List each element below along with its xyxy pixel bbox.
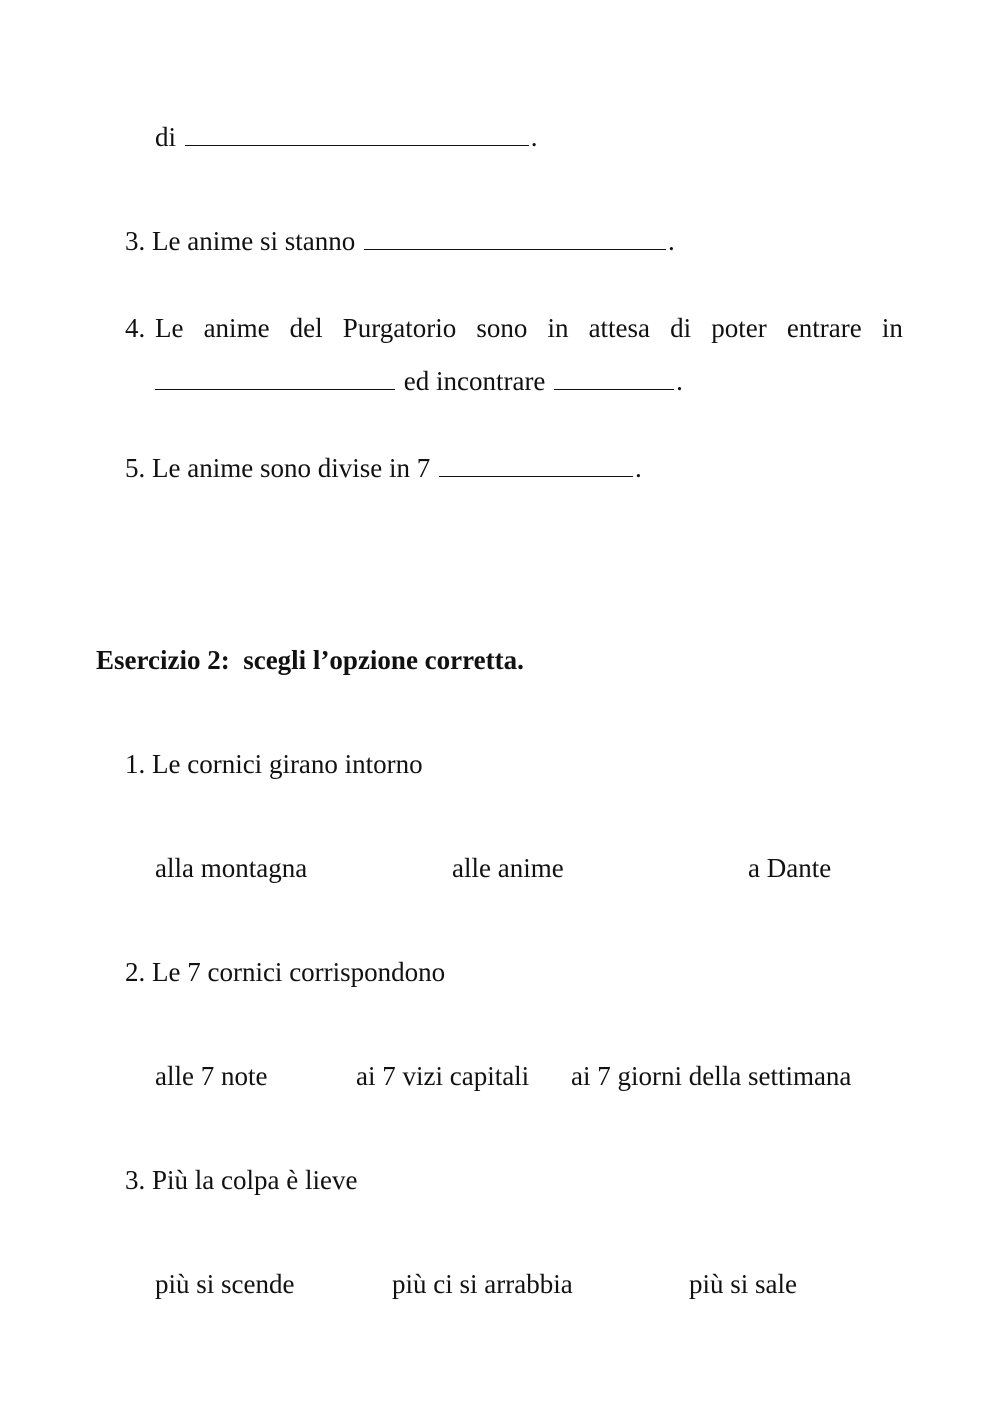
item5-number: 5. bbox=[125, 453, 146, 483]
item2-suffix: . bbox=[530, 122, 538, 152]
item4-answer-blank-2[interactable] bbox=[554, 388, 674, 390]
item4-middle: ed incontrare bbox=[403, 366, 546, 396]
item4-word: in bbox=[547, 313, 569, 343]
question-2-option-a[interactable]: alle 7 note bbox=[155, 1061, 268, 1091]
item5-answer-blank[interactable] bbox=[439, 475, 633, 477]
item2-prefix: di bbox=[155, 122, 177, 152]
item4-word: del bbox=[289, 313, 323, 343]
question-2-text: Le 7 cornici corrispondono bbox=[152, 957, 446, 987]
exercise2-heading: Esercizio 2: scegli l’opzione corretta. bbox=[96, 645, 524, 675]
question-2-option-c[interactable]: ai 7 giorni della settimana bbox=[571, 1061, 852, 1091]
item2-continuation bbox=[155, 124, 538, 151]
item4-word: entrare bbox=[786, 313, 862, 343]
question-1-option-a[interactable]: alla montagna bbox=[155, 853, 308, 883]
item4-line2 bbox=[155, 368, 683, 395]
item3-text: Le anime si stanno bbox=[152, 226, 356, 256]
question-1-option-c[interactable]: a Dante bbox=[748, 853, 832, 883]
item4-word: attesa bbox=[588, 313, 651, 343]
question-3-option-c[interactable]: più si sale bbox=[689, 1269, 797, 1299]
item3-row bbox=[125, 228, 675, 255]
question-3-option-a[interactable]: più si scende bbox=[155, 1269, 295, 1299]
item4-word: di bbox=[670, 313, 692, 343]
question-3-option-b[interactable]: più ci si arrabbia bbox=[392, 1269, 573, 1299]
item4-word: in bbox=[881, 313, 903, 343]
item4-word: anime bbox=[203, 313, 270, 343]
item4-word: Purgatorio bbox=[342, 313, 457, 343]
item4-number: 4. bbox=[125, 313, 146, 343]
item4-answer-blank-1[interactable] bbox=[155, 388, 395, 390]
question-2 bbox=[125, 959, 445, 986]
item3-answer-blank[interactable] bbox=[364, 248, 666, 250]
item2-answer-blank[interactable] bbox=[185, 144, 529, 146]
question-1-number: 1. bbox=[125, 749, 146, 779]
question-1-text: Le cornici girano intorno bbox=[152, 749, 423, 779]
item5-text: Le anime sono divise in 7 bbox=[152, 453, 431, 483]
question-3 bbox=[125, 1167, 357, 1194]
item4-word: poter bbox=[711, 313, 767, 343]
question-2-number: 2. bbox=[125, 957, 146, 987]
question-3-text: Più la colpa è lieve bbox=[152, 1165, 358, 1195]
question-3-number: 3. bbox=[125, 1165, 146, 1195]
question-2-option-b[interactable]: ai 7 vizi capitali bbox=[356, 1061, 530, 1091]
item4-suffix: . bbox=[676, 366, 683, 396]
question-1-option-b[interactable]: alle anime bbox=[452, 853, 564, 883]
question-1 bbox=[125, 751, 423, 778]
item5-row bbox=[125, 455, 642, 482]
item3-suffix: . bbox=[667, 226, 675, 256]
item4-line1 bbox=[155, 315, 903, 342]
item4-word: sono bbox=[476, 313, 528, 343]
item5-suffix: . bbox=[634, 453, 642, 483]
item4-word: Le bbox=[155, 313, 184, 343]
item3-number: 3. bbox=[125, 226, 146, 256]
